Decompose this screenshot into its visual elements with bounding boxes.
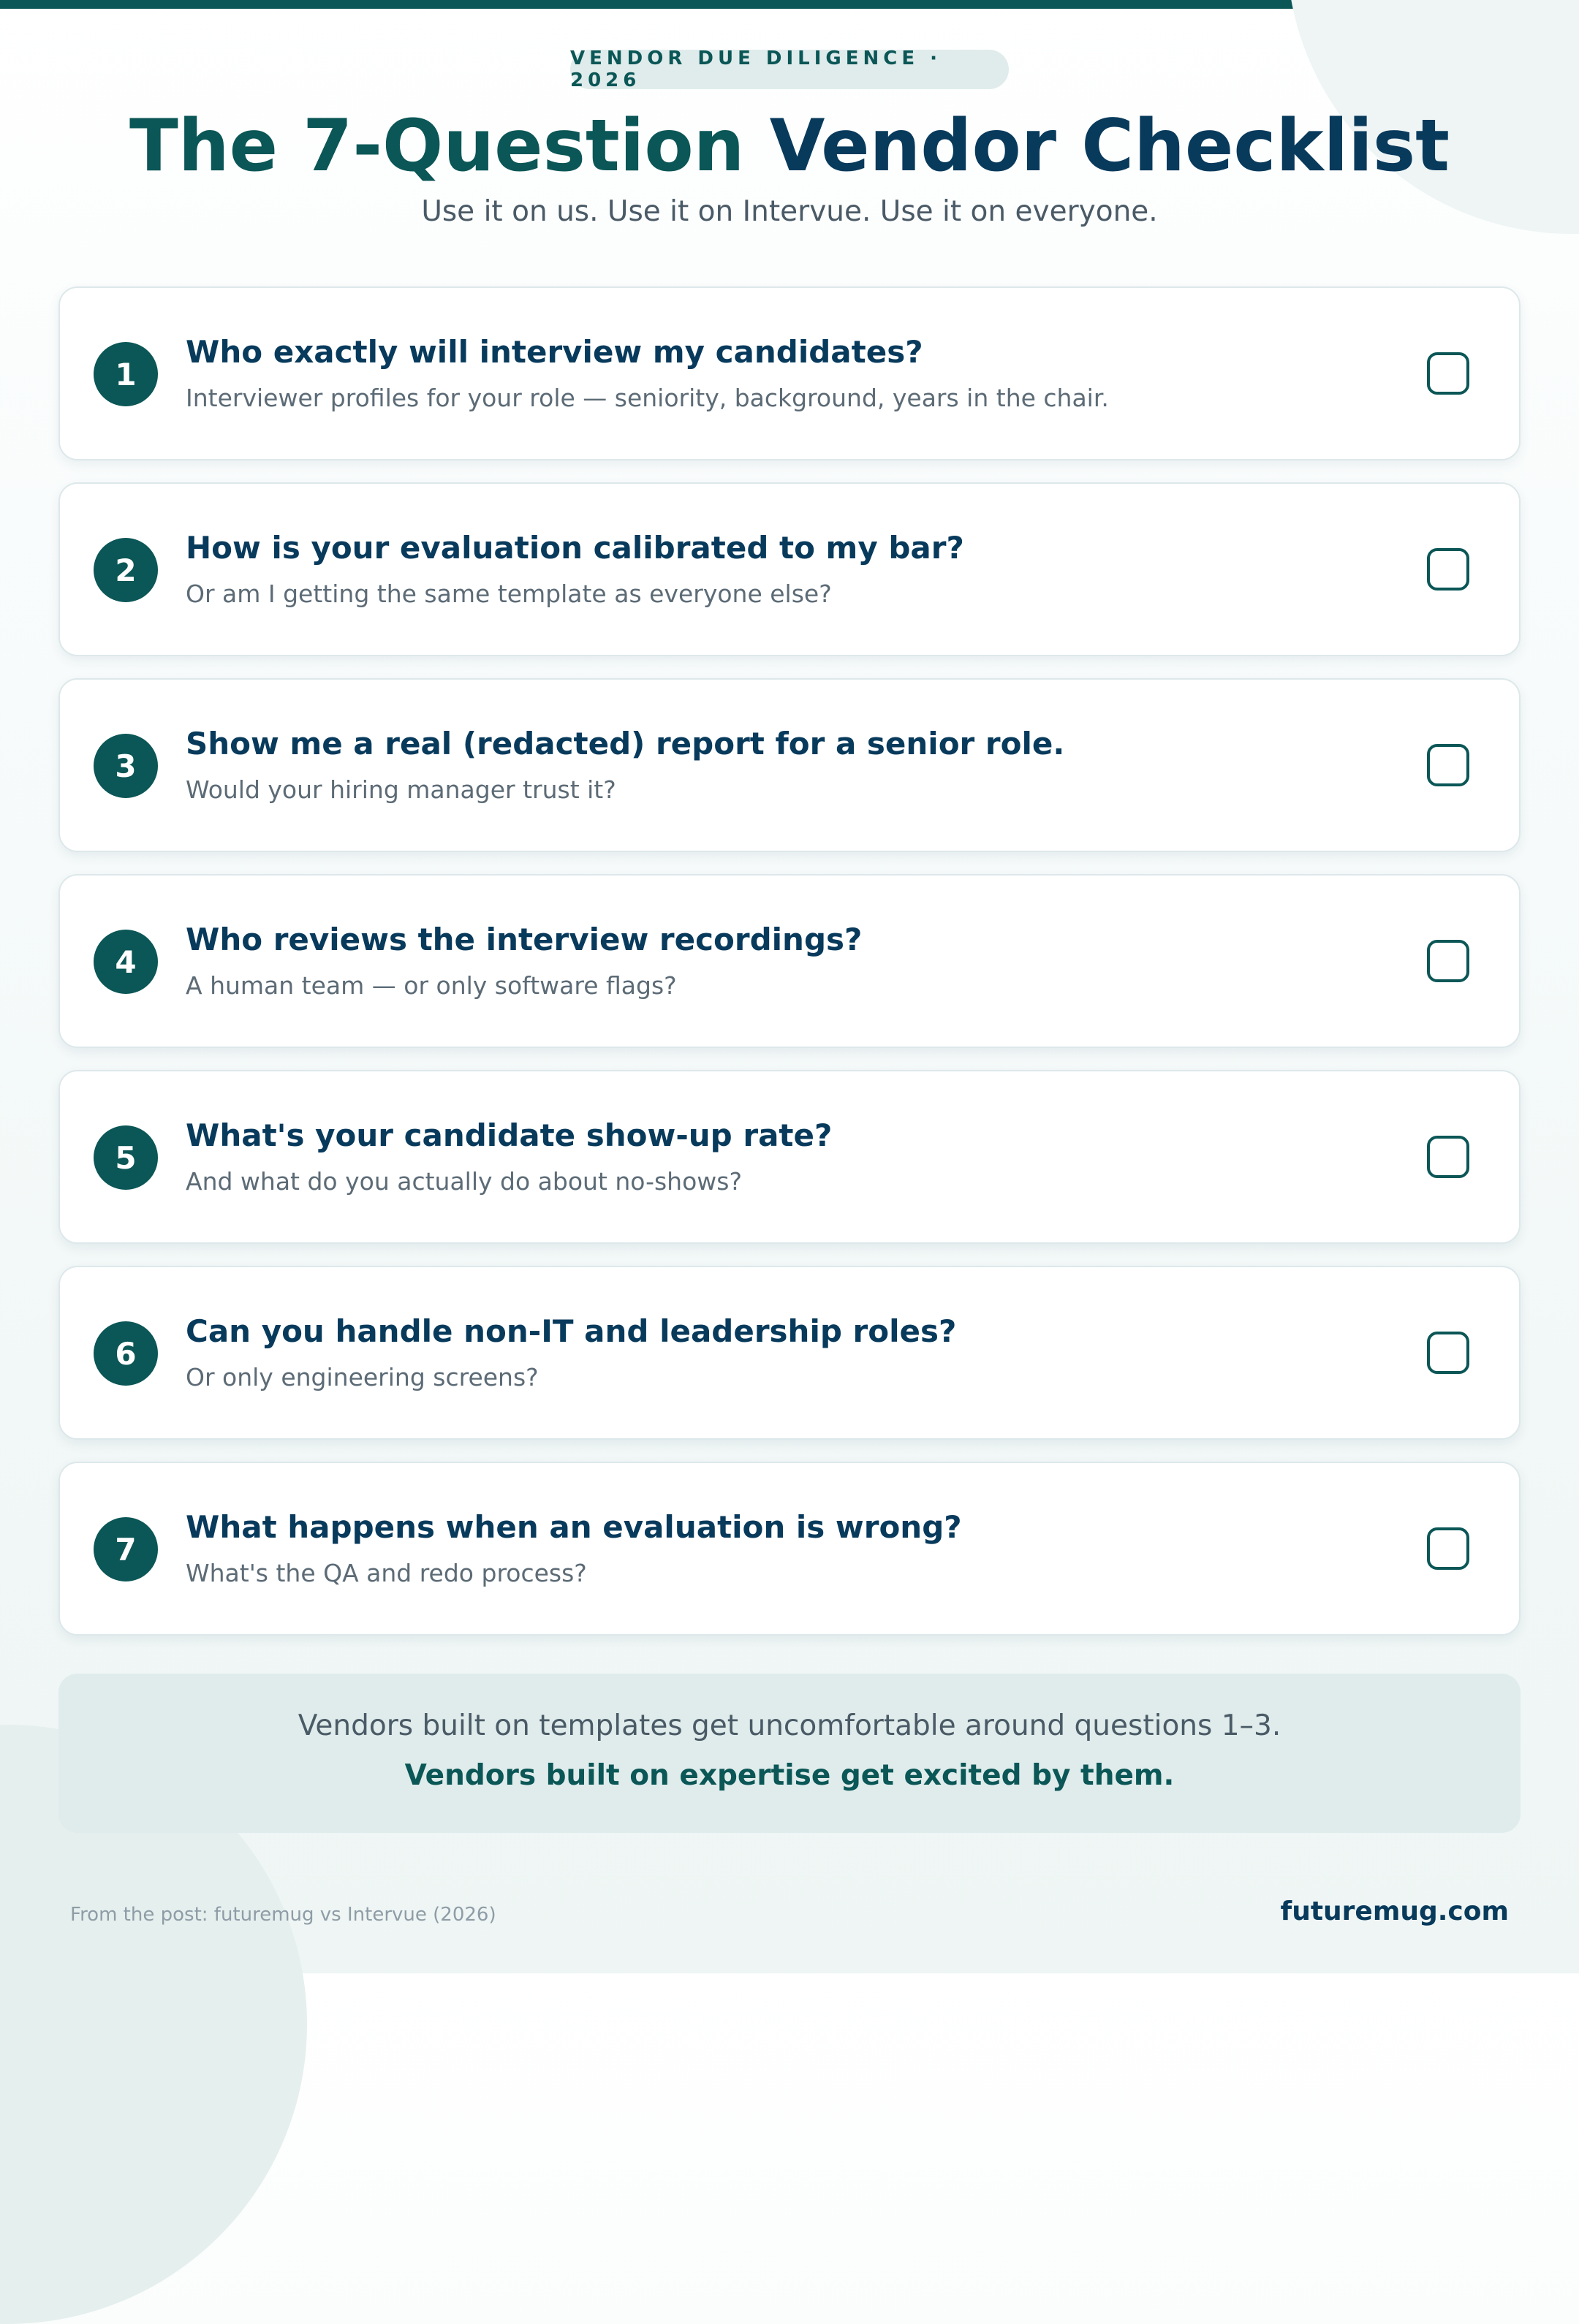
item-question: Can you handle non-IT and leadership roles? (186, 1313, 957, 1349)
page-subtitle: Use it on us. Use it on Intervue. Use it on everyone. (421, 195, 1158, 228)
checklist-item (58, 1070, 1521, 1244)
item-question: How is your evaluation calibrated to my bar? (186, 530, 964, 566)
item-detail: Interviewer profiles for your role — seniority, background, years in the chair. (186, 384, 1109, 412)
item-detail: Or only engineering screens? (186, 1363, 539, 1391)
checklist (58, 286, 1521, 1657)
item-question: Who reviews the interview recordings? (186, 922, 863, 957)
callout-line-1: Vendors built on templates get uncomfortable around questions 1–3. (298, 1709, 1281, 1742)
item-detail: Would your hiring manager trust it? (186, 775, 616, 804)
item-question: What's your candidate show-up rate? (186, 1117, 833, 1153)
item-number-badge: 3 (94, 734, 158, 798)
item-number-badge: 2 (94, 538, 158, 602)
item-detail: A human team — or only software flags? (186, 971, 677, 1000)
callout-box (58, 1674, 1521, 1833)
item-number-badge: 7 (94, 1517, 158, 1581)
page-title (0, 102, 1579, 190)
checklist-item (58, 1266, 1521, 1440)
item-checkbox[interactable] (1427, 940, 1469, 982)
item-number-badge: 5 (94, 1125, 158, 1190)
item-checkbox[interactable] (1427, 548, 1469, 591)
item-checkbox[interactable] (1427, 352, 1469, 395)
title-part-2: Vendor Checklist (769, 105, 1450, 188)
checklist-item (58, 874, 1521, 1048)
footer-brand-link[interactable]: futuremug.com (1280, 1896, 1509, 1926)
checklist-item (58, 286, 1521, 460)
item-number-badge: 1 (94, 342, 158, 406)
item-number-badge: 4 (94, 930, 158, 994)
item-detail: Or am I getting the same template as everyone else? (186, 580, 832, 608)
checklist-item (58, 482, 1521, 656)
footer-source: From the post: futuremug vs Intervue (2026) (70, 1904, 496, 1926)
eyebrow-badge: VENDOR DUE DILIGENCE · 2026 (570, 50, 1009, 89)
item-checkbox[interactable] (1427, 1527, 1469, 1570)
item-checkbox[interactable] (1427, 1136, 1469, 1178)
item-checkbox[interactable] (1427, 744, 1469, 786)
checklist-item (58, 678, 1521, 852)
item-detail: And what do you actually do about no-shows? (186, 1167, 742, 1196)
item-detail: What's the QA and redo process? (186, 1559, 587, 1587)
item-question: What happens when an evaluation is wrong? (186, 1509, 962, 1545)
item-question: Who exactly will interview my candidates? (186, 334, 923, 370)
item-question: Show me a real (redacted) report for a senior role. (186, 726, 1065, 762)
checklist-item (58, 1462, 1521, 1636)
item-number-badge: 6 (94, 1321, 158, 1386)
title-part-1: The 7-Question (129, 105, 745, 188)
callout-line-2: Vendors built on expertise get excited by them. (404, 1759, 1175, 1792)
item-checkbox[interactable] (1427, 1332, 1469, 1374)
